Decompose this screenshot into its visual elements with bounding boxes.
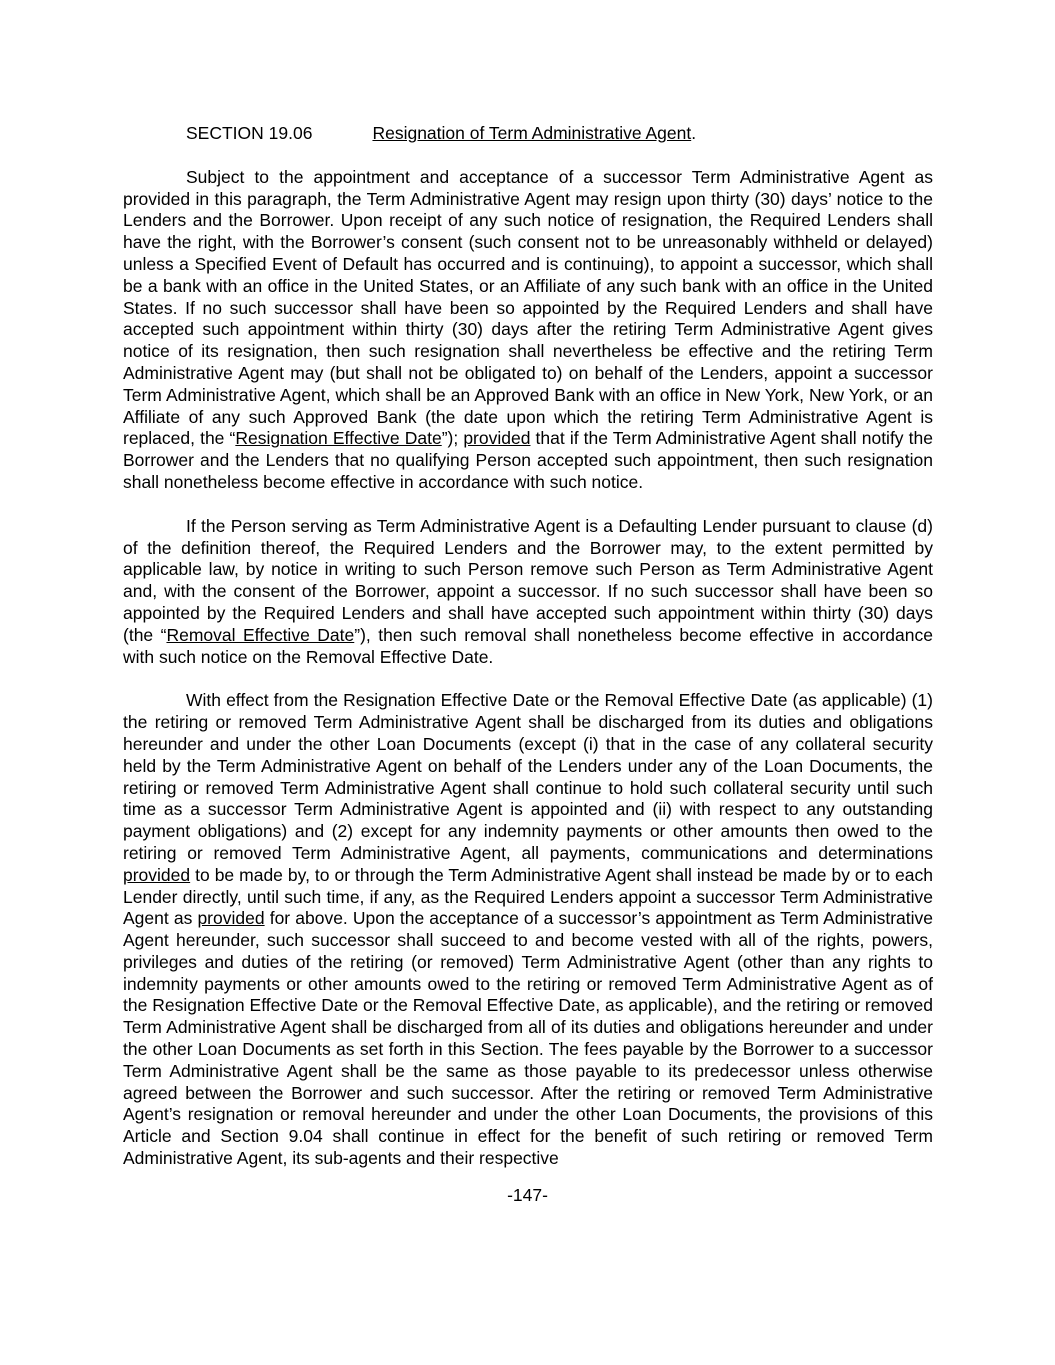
text-run: to be made by, to or through the Term Administrative Agent shall instead be made by or to each Lender directly, until such time, if any, as the Required Lenders appoint a successor Term Administrative Agent as [123, 864, 933, 929]
underlined-text-run: provided [197, 908, 265, 929]
text-run: With effect from the Resignation Effective Date or the Removal Effective Date (as applicable) (1) the retiring or removed Term Administrative Agent shall be discharged from its duties and obligations hereunder and under the other Loan Documents (except (i) that in the case of any collateral security held by the Term Administrative Agent on behalf of the Lenders under any of the Loan Documents, the retiring or removed Term Administrative Agent shall continue to hold such collateral security until such time as a successor Term Administrative Agent is appointed and (ii) with respect to any outstanding payment obligations) and (2) except for any indemnity payments or other amounts then owed to the retiring or removed Term Administrative Agent, all payments, communications and determinations [123, 690, 933, 863]
section-title: Resignation of Term Administrative Agent [372, 123, 692, 143]
text-run: ”); [441, 428, 464, 449]
text-run: If the Person serving as Term Administrative Agent is a Defaulting Lender pursuant to clause (d) of the definition thereof, the Required Lenders and the Borrower may, to the extent permitted by applicable law, by notice in writing to such Person remove such Person as Term Administrative Agent and, with the consent of the Borrower, appoint a successor. If no such successor shall have been so appointed by the Required Lenders and shall have accepted such appointment within thirty (30) days (the “ [123, 515, 933, 645]
section-title-period: . [691, 123, 697, 143]
document-body [123, 123, 933, 1170]
text-run: ”), then such removal shall nonetheless become effective in accordance with such notice on the Removal Effective Date. [123, 624, 933, 667]
paragraph-resignation [123, 167, 933, 494]
section-number: SECTION 19.06 [186, 123, 313, 143]
underlined-text-run: Resignation Effective Date [235, 428, 442, 449]
paragraph-removal [123, 516, 933, 669]
section-heading [123, 123, 933, 145]
underlined-text-run: Removal Effective Date [166, 624, 355, 645]
text-run: that if the Term Administrative Agent shall notify the Borrower and the Lenders that no qualifying Person accepted such appointment, then such resignation shall nonetheless become effective in accordance with such notice. [123, 428, 933, 492]
underlined-text-run: provided [123, 864, 191, 885]
text-run: for above. Upon the acceptance of a successor’s appointment as Term Administrative Agent hereunder, such successor shall succeed to and become vested with all of the rights, powers, privileges and duties of the retiring (or removed) Term Administrative Agent (other than any rights to indemnity payments or other amounts owed to the retiring or removed Term Administrative Agent as of the Resignation Effective Date or the Removal Effective Date, as applicable), and the retiring or removed Term Administrative Agent shall be discharged from all of its duties and obligations hereunder and under the other Loan Documents as set forth in this Section. The fees payable by the Borrower to a successor Term Administrative Agent shall be the same as those payable to its predecessor unless otherwise agreed between the Borrower and such successor. After the retiring or removed Term Administrative Agent’s resignation or removal hereunder and under the other Loan Documents, the provisions of this Article and Section 9.04 shall continue in effect for the benefit of such retiring or removed Term Administrative Agent, its sub-agents and their respective [123, 908, 933, 1169]
page-number: -147- [507, 1185, 548, 1205]
text-run: Subject to the appointment and acceptance of a successor Term Administrative Agent as provided in this paragraph, the Term Administrative Agent may resign upon thirty (30) days’ notice to the Lenders and the Borrower. Upon receipt of any such notice of resignation, the Required Lenders shall have the right, with the Borrower’s consent (such consent not to be unreasonably withheld or delayed) unless a Specified Event of Default has occurred and is continuing), to appoint a successor, which shall be a bank with an office in the United States, or an Affiliate of any such bank with an office in the United States. If no such successor shall have been so appointed by the Required Lenders and shall have accepted such appointment within thirty (30) days after the retiring Term Administrative Agent gives notice of its resignation, then such resignation shall nevertheless be effective and the retiring Term Administrative Agent may (but shall not be obligated to) on behalf of the Lenders, appoint a successor Term Administrative Agent, which shall be an Approved Bank with an office in New York, New York, or an Affiliate of any such Approved Bank (the date upon which the retiring Term Administrative Agent is replaced, the “ [123, 166, 933, 449]
underlined-text-run: provided [463, 428, 531, 449]
paragraph-effect-of-resignation [123, 690, 933, 1170]
